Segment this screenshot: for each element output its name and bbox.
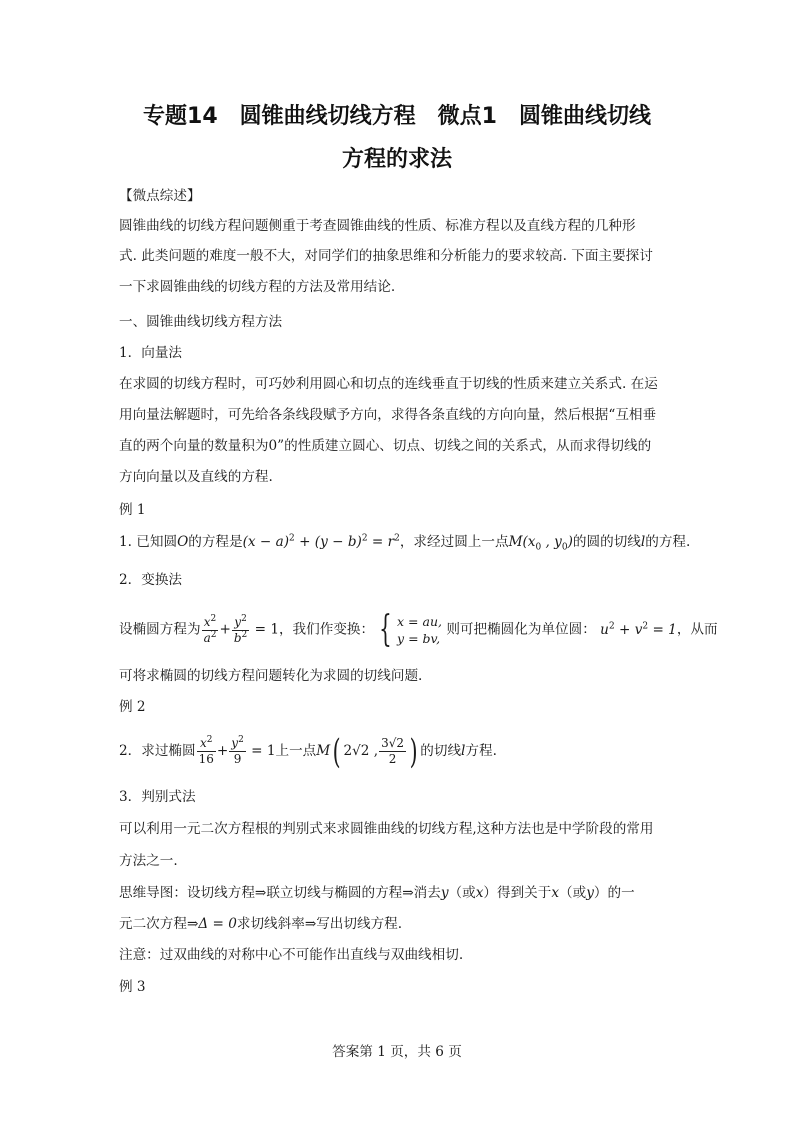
- page-title-continued: 方程的求法: [341, 147, 452, 172]
- ellipse-y-term: $\frac{y^2}{b^2}$: [233, 613, 248, 645]
- m2-text-1: 设椭圆方程为: [119, 621, 201, 638]
- mind-map-text-5: ）的一: [593, 885, 635, 901]
- method3-line-1: 可以利用一元二次方程根的判别式来求圆锥曲线的切线方程,这种方法也是中学阶段的常用: [119, 821, 654, 837]
- ex1-text-1: 1. 已知圆: [119, 534, 178, 550]
- example1-question: [119, 532, 691, 553]
- delta-zero: Δ = 0: [198, 916, 237, 932]
- var-y: y: [440, 885, 449, 901]
- circle-equation: $(x - a)^2 + (y - b)^2 = r^2$: [242, 533, 400, 550]
- page-footer: 答案第 1 页，共 6 页: [332, 1044, 462, 1060]
- mind-map-line-2: [119, 914, 679, 934]
- point-m-coords: ($x_0$ , $y_0$): [522, 534, 573, 553]
- section-label: 【微点综述】: [119, 188, 201, 204]
- point-m-label: M: [508, 534, 523, 550]
- ex2-tangent-l: l: [461, 743, 466, 759]
- m2-text-3: 则可把椭圆化为单位圆：: [446, 621, 596, 638]
- mind-map-text-4: （或: [559, 885, 587, 901]
- intro-line-3: 一下求圆锥曲线的切线方程的方法及常用结论.: [119, 279, 396, 295]
- page-title: 专题14 圆锥曲线切线方程 微点1 圆锥曲线切线: [143, 104, 651, 129]
- ex1-text-3: ，求经过圆上一点: [399, 534, 509, 550]
- mind-map-text-1: 思维导图：设切线方程⇒联立切线与椭圆的方程⇒消去: [119, 885, 441, 901]
- method1-line-1: 在求圆的切线方程时，可巧妙利用圆心和切点的连线垂直于切线的性质来建立关系式. 在运: [119, 376, 658, 392]
- ex2-point: M( 2√2 , $\frac{3√2}{2}$ ): [316, 731, 418, 772]
- method1-title: 1．向量法: [119, 345, 183, 361]
- method1-line-2: 用向量法解题时，可先给各条线段赋予方向，求得各条直线的方向向量，然后根据“互相垂: [119, 407, 657, 423]
- method2-line-2: 可将求椭圆的切线方程问题转化为求圆的切线问题.: [119, 668, 423, 684]
- method3-title: 3．判别式法: [119, 789, 196, 805]
- example1-label: 例 1: [119, 502, 146, 518]
- method2-title: 2．变换法: [119, 572, 183, 588]
- ex2-text-3: 的切线: [420, 743, 462, 759]
- var-y-2: y: [586, 885, 594, 901]
- var-x: x: [475, 885, 484, 901]
- ex1-circle-o: O: [177, 534, 189, 550]
- transform-row-1: x = au,: [397, 614, 442, 629]
- method1-line-4: 方向向量以及直线的方程.: [119, 469, 273, 485]
- mind-map-text-3: ）得到关于: [483, 885, 552, 901]
- mind-map-text-7: 求切线斜率⇒写出切线方程.: [236, 916, 403, 932]
- transform-system: { x = au, y = bv,: [379, 609, 442, 650]
- heading-methods: 一、圆锥曲线切线方程方法: [119, 314, 283, 330]
- method2-line-1: 设椭圆方程为 $\frac{x^2}{a^2}$ + $\frac{y^2}{b^2}$ = 1，我们作变换： { x = au, y = bv, 则可把椭圆化为单位圆： $u^2 + v^2 = 1$，从而: [119, 609, 718, 650]
- method1-line-3: 直的两个向量的数量积为0”的性质建立圆心、切点、切线之间的关系式，从而求得切线的: [119, 438, 652, 454]
- tangent-l: l: [640, 534, 646, 550]
- var-x-2: x: [551, 885, 560, 901]
- mind-map-text-6: 元二次方程⇒: [119, 916, 199, 932]
- unit-circle-equation: $u^2 + v^2 = 1$: [600, 620, 677, 638]
- ex2-x-term: $\frac{x^2}{16}$: [198, 735, 214, 766]
- intro-line-2: 式. 此类问题的难度一般不大，对同学们的抽象思维和分析能力的要求较高. 下面主要探讨: [119, 248, 653, 264]
- intro-line-1: 圆锥曲线的切线方程问题侧重于考查圆锥曲线的性质、标准方程以及直线方程的几种形: [119, 218, 636, 234]
- ex2-text-1: 2．求过椭圆: [119, 743, 196, 759]
- mind-map-line-1: [119, 883, 679, 903]
- note-line: 注意：过双曲线的对称中心不可能作出直线与双曲线相切.: [119, 947, 464, 963]
- example2-question: 2．求过椭圆 $\frac{x^2}{16}$ + $\frac{y^2}{9}$ = 1上一点M( 2√2 , $\frac{3√2}{2}$ ) 的切线l方程.: [119, 731, 497, 772]
- ex1-text-5: 的方程.: [645, 534, 691, 550]
- transform-row-2: y = bv,: [397, 631, 441, 646]
- mind-map-text-2: （或: [448, 885, 476, 901]
- ex1-text-2: 的方程是: [188, 534, 243, 550]
- example2-label: 例 2: [119, 699, 146, 715]
- ex2-text-4: 方程.: [465, 743, 497, 759]
- m2-text-2: ，我们作变换：: [278, 621, 375, 638]
- method3-line-2: 方法之一.: [119, 853, 178, 869]
- ex2-y-term: $\frac{y^2}{9}$: [231, 735, 244, 766]
- example3-label: 例 3: [119, 979, 146, 995]
- ex2-text-2: 上一点: [275, 743, 317, 759]
- m2-text-4: ，从而: [676, 621, 718, 638]
- ellipse-x-term: $\frac{x^2}{a^2}$: [203, 613, 217, 645]
- ex1-text-4: 的圆的切线: [572, 534, 641, 550]
